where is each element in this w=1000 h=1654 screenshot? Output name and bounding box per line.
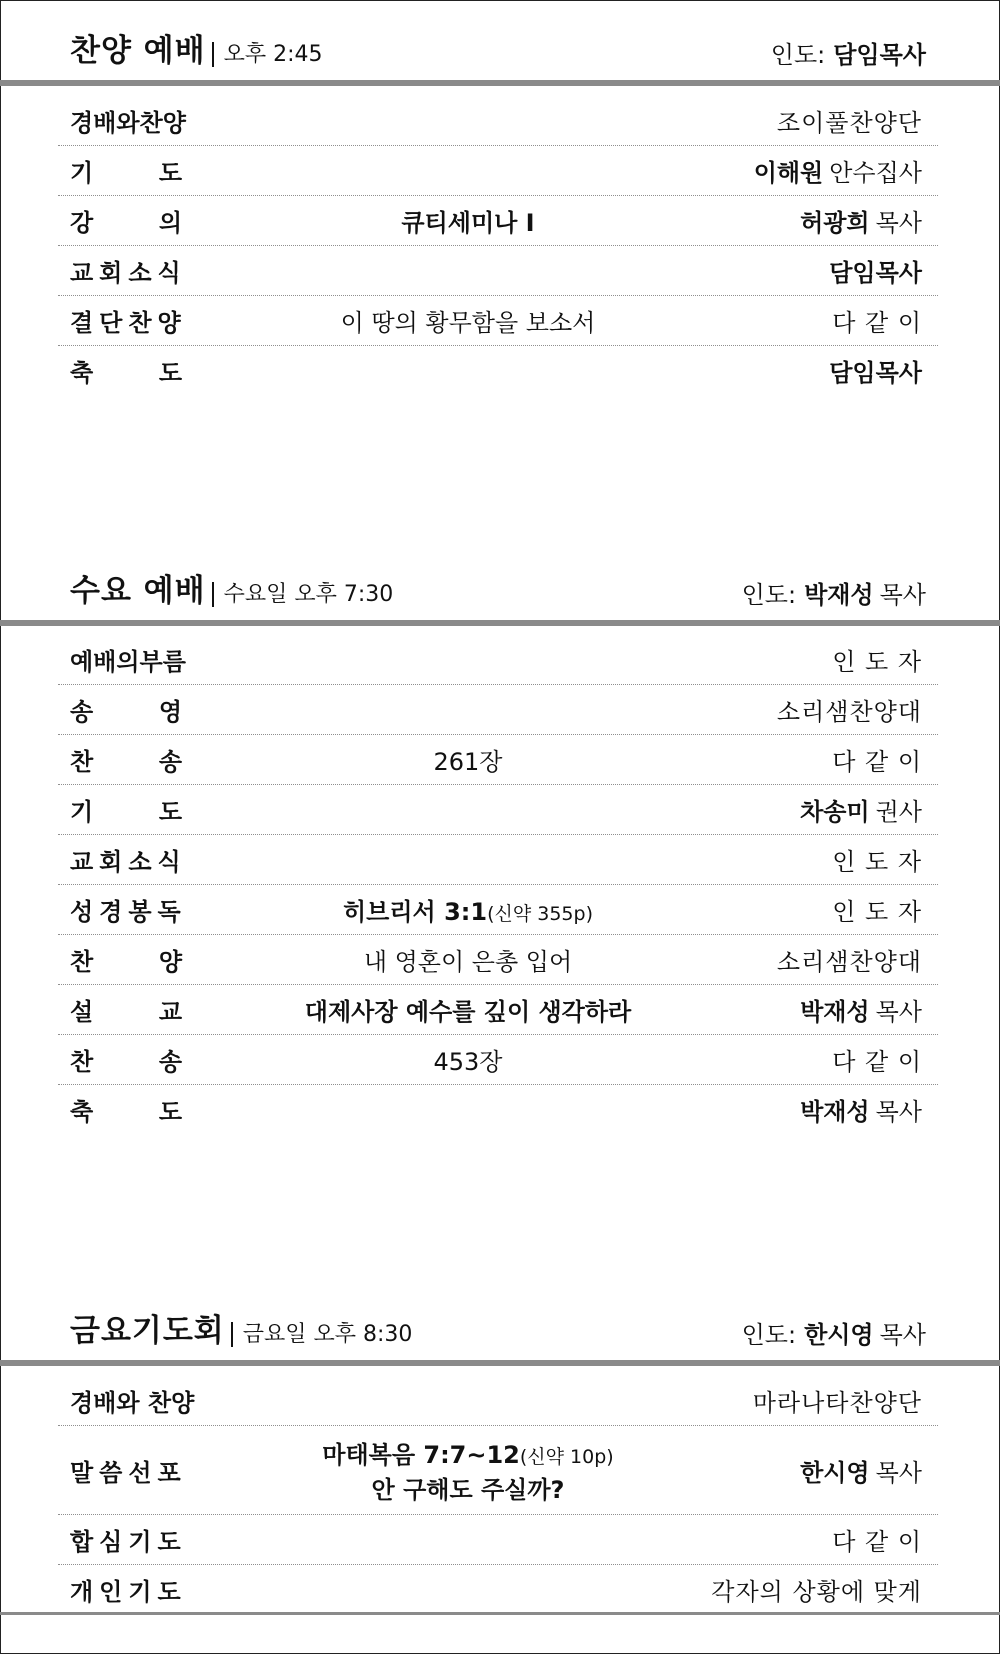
section-time: 오후 2:45 <box>212 42 323 67</box>
leader-name: 한시영 <box>804 1321 874 1349</box>
section-header-wednesday-worship <box>0 560 1000 620</box>
item-person-plain: 인 도 자 <box>832 648 922 676</box>
section-title <box>70 25 322 70</box>
item-label: 찬 송 <box>70 1048 182 1076</box>
item-person-name: 박재성 <box>800 1098 870 1126</box>
list-item <box>58 1376 938 1426</box>
item-person <box>800 1426 922 1514</box>
leader-label: 인도: <box>770 41 826 69</box>
list-item <box>58 346 938 395</box>
section-title <box>70 565 393 610</box>
item-person-name: 이해원 <box>753 159 824 187</box>
list-item <box>58 885 938 935</box>
item-person <box>754 146 922 195</box>
leader-title: 목사 <box>879 581 926 609</box>
item-content-text: 453장 <box>433 1048 503 1076</box>
item-label: 찬 송 <box>70 748 182 776</box>
item-content-text: 대제사장 예수를 깊이 생각하라 <box>304 998 632 1026</box>
item-content <box>258 735 678 784</box>
leader-title: 목사 <box>879 1321 926 1349</box>
item-person <box>777 96 922 145</box>
item-person <box>800 1085 922 1134</box>
item-person-plain: 인 도 자 <box>832 848 922 876</box>
item-label: 강 의 <box>70 209 182 237</box>
item-label-char: 도 <box>158 159 182 187</box>
list-item <box>58 296 938 346</box>
order-list-friday-prayer <box>58 1376 938 1614</box>
section-divider <box>0 80 1000 86</box>
section-leader <box>771 35 926 70</box>
order-list-praise-worship <box>58 96 938 395</box>
list-item <box>58 196 938 246</box>
item-person-name: 차송미 <box>800 798 870 826</box>
section-header-friday-prayer <box>0 1300 1000 1360</box>
order-list-wednesday-worship <box>58 635 938 1134</box>
item-content-subtitle: 안 구해도 주실까? <box>371 1476 565 1504</box>
list-item <box>58 1085 938 1134</box>
list-item <box>58 835 938 885</box>
list-item <box>58 146 938 196</box>
list-item <box>58 785 938 835</box>
item-person <box>777 935 922 984</box>
list-item <box>58 735 938 785</box>
item-person <box>800 985 922 1034</box>
item-person <box>832 635 922 684</box>
section-leader <box>742 1315 926 1350</box>
item-person-name: 담임목사 <box>829 359 922 387</box>
item-person-plain: 마라나타찬양단 <box>752 1389 922 1417</box>
item-label: 송 영 <box>70 698 182 726</box>
list-item <box>58 1515 938 1565</box>
item-person-title: 목사 <box>875 998 922 1026</box>
item-content <box>258 1035 678 1084</box>
item-label: 축 도 <box>70 1098 182 1126</box>
item-person-plain: 다 같 이 <box>832 1528 922 1556</box>
item-person <box>753 1376 922 1425</box>
item-person <box>832 835 922 884</box>
leader-label: 인도: <box>741 581 797 609</box>
section-divider <box>0 620 1000 626</box>
item-content-note: (신약 10p) <box>519 1446 614 1468</box>
list-item <box>58 96 938 146</box>
item-label: 기 도 <box>70 798 182 826</box>
list-item <box>58 985 938 1035</box>
item-content <box>258 985 678 1034</box>
item-person-title: 목사 <box>875 1098 922 1126</box>
item-content-text: 이 땅의 황무함을 보소서 <box>340 309 596 337</box>
item-content-text: 큐티세미나 Ⅰ <box>401 209 535 237</box>
item-content-text: 261장 <box>433 748 503 776</box>
bottom-divider <box>0 1612 1000 1615</box>
item-person-name: 담임목사 <box>829 259 922 287</box>
section-header-praise-worship <box>0 20 1000 80</box>
item-person <box>832 1515 922 1564</box>
item-label: 결단찬양 <box>70 309 187 337</box>
item-person <box>829 346 922 395</box>
item-person <box>832 735 922 784</box>
item-label: 설 교 <box>70 998 182 1026</box>
item-label: 축 도 <box>70 359 182 387</box>
item-label: 경배와찬양 <box>70 109 186 137</box>
item-person-plain: 다 같 이 <box>832 1048 922 1076</box>
item-person <box>832 296 922 345</box>
item-content <box>258 196 678 245</box>
item-content-note: (신약 355p) <box>487 903 593 925</box>
leader-name: 담임목사 <box>833 41 926 69</box>
item-person-title: 안수집사 <box>829 159 922 187</box>
item-label <box>70 146 182 195</box>
item-content-text: 마태복음 7:7~12 <box>322 1441 520 1469</box>
item-person-plain: 각자의 상황에 맞게 <box>711 1578 922 1606</box>
list-item <box>58 246 938 296</box>
item-person <box>832 1035 922 1084</box>
section-title-text: 찬양 예배 <box>70 33 206 69</box>
list-item <box>58 1426 938 1515</box>
item-label: 교회소식 <box>70 848 187 876</box>
item-person-name: 박재성 <box>800 998 870 1026</box>
item-person-plain: 인 도 자 <box>832 898 922 926</box>
item-person-title: 목사 <box>875 1458 922 1487</box>
item-person-title: 목사 <box>875 209 922 237</box>
item-content <box>258 296 678 345</box>
list-item <box>58 1035 938 1085</box>
item-person <box>800 785 922 834</box>
section-title-text: 수요 예배 <box>70 573 206 609</box>
list-item <box>58 935 938 985</box>
item-label: 예배의부름 <box>70 648 186 676</box>
list-item <box>58 635 938 685</box>
item-person <box>829 246 922 295</box>
item-person-plain: 소리샘찬양대 <box>776 948 922 976</box>
item-person-title: 권사 <box>875 798 922 826</box>
item-label-char: 기 <box>70 159 94 187</box>
item-person <box>800 196 922 245</box>
item-label: 교회소식 <box>70 259 187 287</box>
leader-name: 박재성 <box>804 581 874 609</box>
section-time: 금요일 오후 8:30 <box>231 1322 413 1347</box>
list-item <box>58 685 938 735</box>
section-leader <box>742 575 926 610</box>
item-person <box>832 885 922 934</box>
item-content-text: 히브리서 3:1 <box>343 898 488 926</box>
item-label: 경배와 찬양 <box>70 1389 195 1417</box>
item-content <box>258 1426 678 1514</box>
item-label: 개인기도 <box>70 1578 187 1606</box>
item-person-name: 허광희 <box>800 209 870 237</box>
item-label: 말씀선포 <box>70 1458 187 1487</box>
item-person-plain: 소리샘찬양대 <box>776 698 922 726</box>
item-label: 찬 양 <box>70 948 182 976</box>
item-person <box>777 685 922 734</box>
item-person-plain: 다 같 이 <box>832 748 922 776</box>
item-content <box>258 885 678 934</box>
item-person-plain: 조이풀찬양단 <box>776 109 922 137</box>
item-label: 성경봉독 <box>70 898 187 926</box>
item-content <box>258 935 678 984</box>
section-divider <box>0 1360 1000 1366</box>
list-item <box>58 1565 938 1614</box>
leader-label: 인도: <box>741 1321 797 1349</box>
section-title-text: 금요기도회 <box>70 1313 225 1349</box>
item-person-plain: 다 같 이 <box>832 309 922 337</box>
item-label: 합심기도 <box>70 1528 187 1556</box>
section-title <box>70 1305 412 1350</box>
item-person-name: 한시영 <box>800 1458 870 1487</box>
item-content-text: 내 영혼이 은총 입어 <box>363 948 573 976</box>
item-person <box>711 1565 922 1614</box>
section-time: 수요일 오후 7:30 <box>212 582 394 607</box>
